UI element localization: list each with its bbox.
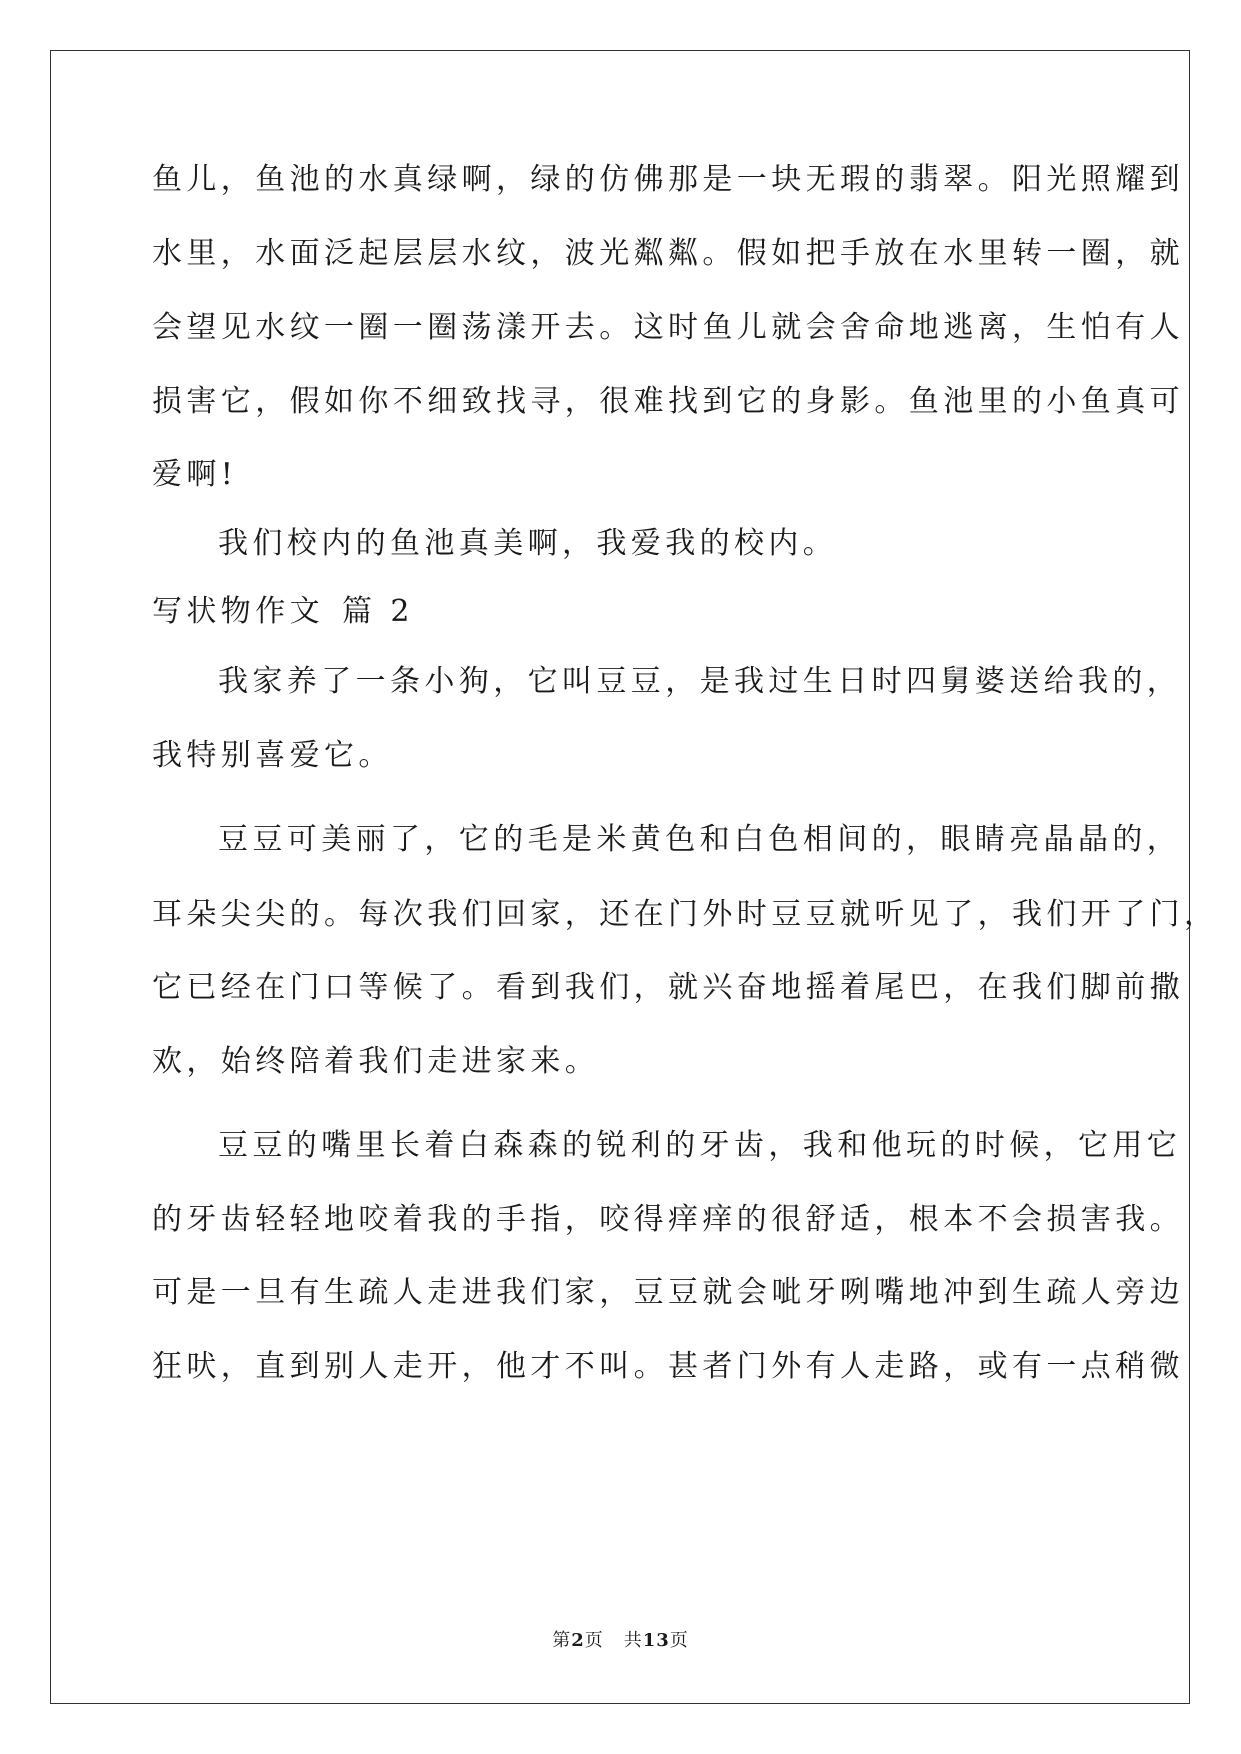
text-line: 它已经在门口等候了。看到我们，就兴奋地摇着尾巴，在我们脚前撒 (152, 970, 1184, 1005)
section-heading-title: 写状物作文 (152, 594, 324, 629)
page-prefix: 第 (552, 1630, 572, 1651)
page-suffix: 页 (584, 1630, 604, 1651)
text-line: 欢，始终陪着我们走进家来。 (152, 1044, 600, 1079)
total-pages: 13 (642, 1630, 670, 1651)
text-line: 耳朵尖尖的。每次我们回家，还在门外时豆豆就听见了，我们开了门， (152, 897, 1219, 932)
text-line: 爱啊! (152, 457, 238, 492)
text-line: 我特别喜爱它。 (152, 738, 393, 773)
text-line: 会望见水纹一圈一圈荡漾开去。这时鱼儿就会舍命地逃离，生怕有人 (152, 310, 1184, 345)
text-line: 损害它，假如你不细致找寻，很难找到它的身影。鱼池里的小鱼真可 (152, 384, 1184, 419)
page-footer (0, 1630, 1241, 1652)
page-border (50, 50, 1190, 1704)
text-line: 水里，水面泛起层层水纹，波光粼粼。假如把手放在水里转一圈，就 (152, 236, 1184, 271)
text-line: 狂吠，直到别人走开，他才不叫。甚者门外有人走路，或有一点稍微 (152, 1349, 1184, 1384)
text-line: 我家养了一条小狗，它叫豆豆，是我过生日时四舅婆送给我的， (218, 664, 1182, 699)
text-line: 我们校内的鱼池真美啊，我爱我的校内。 (218, 526, 838, 561)
text-line: 的牙齿轻轻地咬着我的手指，咬得痒痒的很舒适，根本不会损害我。 (152, 1202, 1184, 1237)
text-line: 可是一旦有生疏人走进我们家，豆豆就会呲牙咧嘴地冲到生疏人旁边 (152, 1275, 1184, 1310)
section-heading (152, 592, 414, 632)
total-prefix: 共 (623, 1630, 643, 1651)
text-line: 豆豆的嘴里长着白森森的锐利的牙齿，我和他玩的时候，它用它 (218, 1128, 1182, 1163)
text-line: 鱼儿，鱼池的水真绿啊，绿的仿佛那是一块无瑕的翡翠。阳光照耀到 (152, 162, 1184, 197)
text-line: 豆豆可美丽了，它的毛是米黄色和白色相间的，眼睛亮晶晶的， (218, 822, 1182, 857)
page-number: 2 (571, 1630, 585, 1651)
total-suffix: 页 (669, 1630, 689, 1651)
section-heading-number: 篇 2 (342, 594, 414, 629)
